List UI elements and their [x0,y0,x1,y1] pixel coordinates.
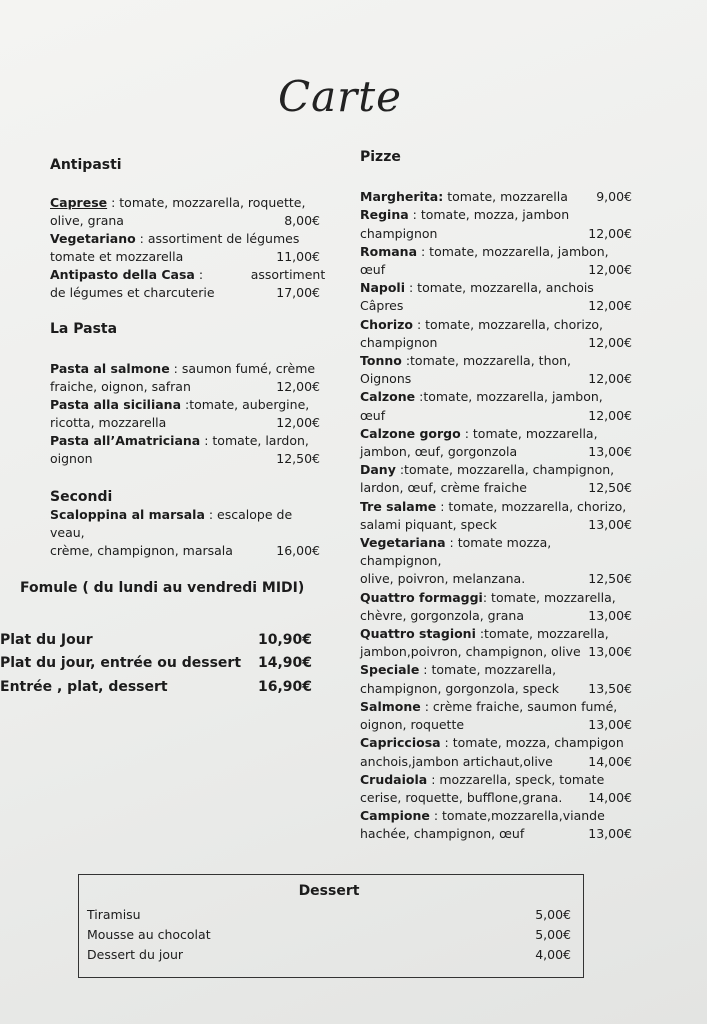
pizza-desc: : tomate mozza, champignon, [360,535,552,569]
pizza-item [360,316,632,352]
pizza-item [360,807,632,843]
dessert-item [87,905,571,925]
formule-heading: Fomule ( du lundi au vendredi MIDI) [20,580,305,596]
item-desc: olive, grana [50,213,124,228]
pizza-desc: :tomate, mozzarella, [475,626,609,642]
dessert-heading: Dessert [298,883,360,899]
item-desc: crème, champignon, marsala [50,543,233,558]
item-desc: fraiche, oignon, safran [50,379,191,394]
formule-row [0,655,312,671]
pizza-name: Speciale [360,662,420,678]
pizza-price: 9,00€ [596,189,632,205]
item-price: 17,00€ [276,285,320,300]
item-price: 16,00€ [276,543,320,558]
menu-item [50,360,320,396]
dessert-price: 4,00€ [535,947,571,962]
dessert-price: 5,00€ [535,907,571,922]
pizza-price: 13,00€ [588,644,632,660]
pizza-desc: œuf [360,407,386,423]
item-price: 11,00€ [276,249,320,264]
item-name: Antipasto della Casa [50,267,195,282]
pizza-price: 13,00€ [588,516,632,532]
antipasti-heading: Antipasti [50,157,122,173]
formule-price: 14,90€ [257,655,312,671]
pizza-name: Vegetariana [360,535,446,551]
dessert-price: 5,00€ [535,927,571,942]
item-name: Caprese [50,195,108,210]
pizza-desc: : tomate, mozzarella, chorizo, [436,498,627,514]
pizza-desc: : tomate, mozza, jambon [408,207,570,223]
pasta-heading: La Pasta [50,321,118,337]
pizza-name: Romana [360,243,418,259]
pizza-desc: : tomate, mozzarella, [419,662,557,678]
pizza-item [360,461,632,497]
menu-item [50,230,320,266]
formule-price: 16,90€ [257,679,312,695]
pizza-name: Crudaiola [360,771,428,787]
item-desc: : tomate, mozzarella, roquette, [107,195,306,210]
formule-label: Plat du jour, entrée ou dessert [0,655,242,671]
pizza-item [360,589,632,625]
pizza-desc: : crème fraiche, saumon fumé, [420,698,618,714]
pizza-item [360,534,632,589]
formule-label: Plat du Jour [0,632,93,648]
menu-item [50,266,326,302]
item-desc: : tomate, lardon, [200,433,309,448]
item-desc: : assortiment [194,267,326,282]
item-name: Pasta alla siciliana [50,397,182,412]
pizza-price: 12,50€ [588,571,632,587]
dessert-name: Dessert du jour [87,947,184,962]
dessert-item [87,945,571,965]
item-price: 12,00€ [276,415,320,430]
pizza-desc: champignon, gorgonzola, speck [360,680,559,696]
pizza-desc: Câpres [360,298,404,314]
pasta-section [50,320,320,468]
pizza-desc: salami piquant, speck [360,516,497,532]
pizza-price: 12,00€ [588,262,632,278]
pizza-name: Campione [360,808,430,824]
pizza-name: Capricciosa [360,735,441,751]
item-name: Pasta all’Amatriciana [50,433,201,448]
pizza-name: Tonno [360,353,402,369]
item-desc: oignon [50,451,93,466]
secondi-section [50,488,320,560]
pizza-item [360,734,632,770]
pizza-desc: : tomate, mozzarella, [460,425,598,441]
menu-title: Carte [278,72,402,121]
item-desc: de légumes et charcuterie [50,285,215,300]
pizza-desc: tomate, mozzarella [443,189,568,205]
pizza-name: Calzone [360,389,416,405]
pizza-name: Napoli [360,280,406,296]
pizza-desc: : tomate, mozzarella, chorizo, [412,316,604,332]
pizza-price: 13,00€ [588,607,632,623]
pizza-price: 12,00€ [588,334,632,350]
pizza-desc: olive, poivron, melanzana. [360,571,526,587]
item-name: Vegetariano [50,231,136,246]
pizza-desc: jambon, œuf, gorgonzola [360,444,518,460]
pizze-heading: Pizze [360,149,401,165]
antipasti-section [50,156,326,302]
pizza-item [360,661,632,697]
pizza-desc: chèvre, gorgonzola, grana [360,607,524,623]
menu-item [50,396,320,432]
dessert-box [78,874,584,978]
pizza-desc: Oignons [360,371,412,387]
pizza-name: Regina [360,207,409,223]
item-desc: : escalope de veau, [50,507,293,540]
item-price: 8,00€ [284,213,320,228]
pizza-price: 13,00€ [588,444,632,460]
menu-item [50,194,320,230]
pizza-desc: lardon, œuf, crème fraiche [360,480,527,496]
pizza-item [360,188,632,206]
pizza-name: Dany [360,462,396,478]
item-price: 12,50€ [276,451,320,466]
pizza-item [360,279,632,315]
pizza-item [360,388,632,424]
pizza-desc: hachée, champignon, œuf [360,826,525,842]
pizza-desc: jambon,poivron, champignon, olive [360,644,581,660]
formule-row [0,679,312,695]
pizza-item [360,698,632,734]
pizza-price: 12,00€ [588,407,632,423]
secondi-heading: Secondi [50,489,113,505]
pizza-name: Margherita: [360,189,444,205]
pizza-desc: œuf [360,262,386,278]
pizza-desc: oignon, roquette [360,717,465,733]
pizza-desc: :tomate, mozzarella, jambon, [415,389,603,405]
pizza-desc: :tomate, mozzarella, thon, [401,353,572,369]
pizza-price: 14,00€ [588,753,632,769]
pizza-price: 13,50€ [588,680,632,696]
pizza-desc: : tomate,mozzarella,viande [429,808,605,824]
pizza-name: Quattro stagioni [360,626,476,642]
pizza-desc: :tomate, mozzarella, champignon, [395,462,615,478]
pizza-desc: : tomate, mozzarella, anchois [405,280,594,296]
pizza-price: 13,00€ [588,826,632,842]
dessert-name: Tiramisu [87,907,141,922]
item-name: Pasta al salmone [50,361,170,376]
pizza-desc: anchois,jambon artichaut,olive [360,753,553,769]
item-desc: tomate et mozzarella [50,249,184,264]
menu-item [50,506,320,560]
pizza-price: 12,50€ [588,480,632,496]
dessert-name: Mousse au chocolat [87,927,211,942]
pizza-desc: : tomate, mozza, champigon [440,735,624,751]
formule-price: 10,90€ [257,632,312,648]
item-desc: :tomate, aubergine, [181,397,310,412]
pizza-item [360,352,632,388]
pizza-item [360,625,632,661]
pizza-name: Tre salame [360,498,437,514]
dessert-item [87,925,571,945]
pizza-price: 12,00€ [588,298,632,314]
formule-row [0,632,312,648]
menu-item [50,432,320,468]
pizza-name: Quattro formaggi [360,589,483,605]
pizza-item [360,771,632,807]
pizza-item [360,206,632,242]
pizza-desc: : mozzarella, speck, tomate [427,771,605,787]
pizza-price: 12,00€ [588,371,632,387]
pizza-name: Chorizo [360,316,413,332]
pizza-item [360,425,632,461]
pizza-price: 14,00€ [588,789,632,805]
pizza-desc: champignon [360,225,438,241]
pizza-desc: : tomate, mozzarella, jambon, [417,243,609,259]
item-desc: : saumon fumé, crème [169,361,316,376]
pizza-item [360,243,632,279]
formule-label: Entrée , plat, dessert [0,679,168,695]
item-desc: : assortiment de légumes [135,231,300,246]
pizze-section [360,148,632,844]
pizza-desc: champignon [360,334,438,350]
item-name: Scaloppina al marsala [50,507,205,522]
pizza-name: Calzone gorgo [360,425,461,441]
pizza-desc: cerise, roquette, bufflone,grana. [360,789,563,805]
pizza-name: Salmone [360,698,421,714]
item-desc: ricotta, mozzarella [50,415,167,430]
item-price: 12,00€ [276,379,320,394]
pizza-item [360,498,632,534]
pizza-desc: : tomate, mozzarella, [482,589,616,605]
pizza-price: 13,00€ [588,717,632,733]
pizza-price: 12,00€ [588,225,632,241]
